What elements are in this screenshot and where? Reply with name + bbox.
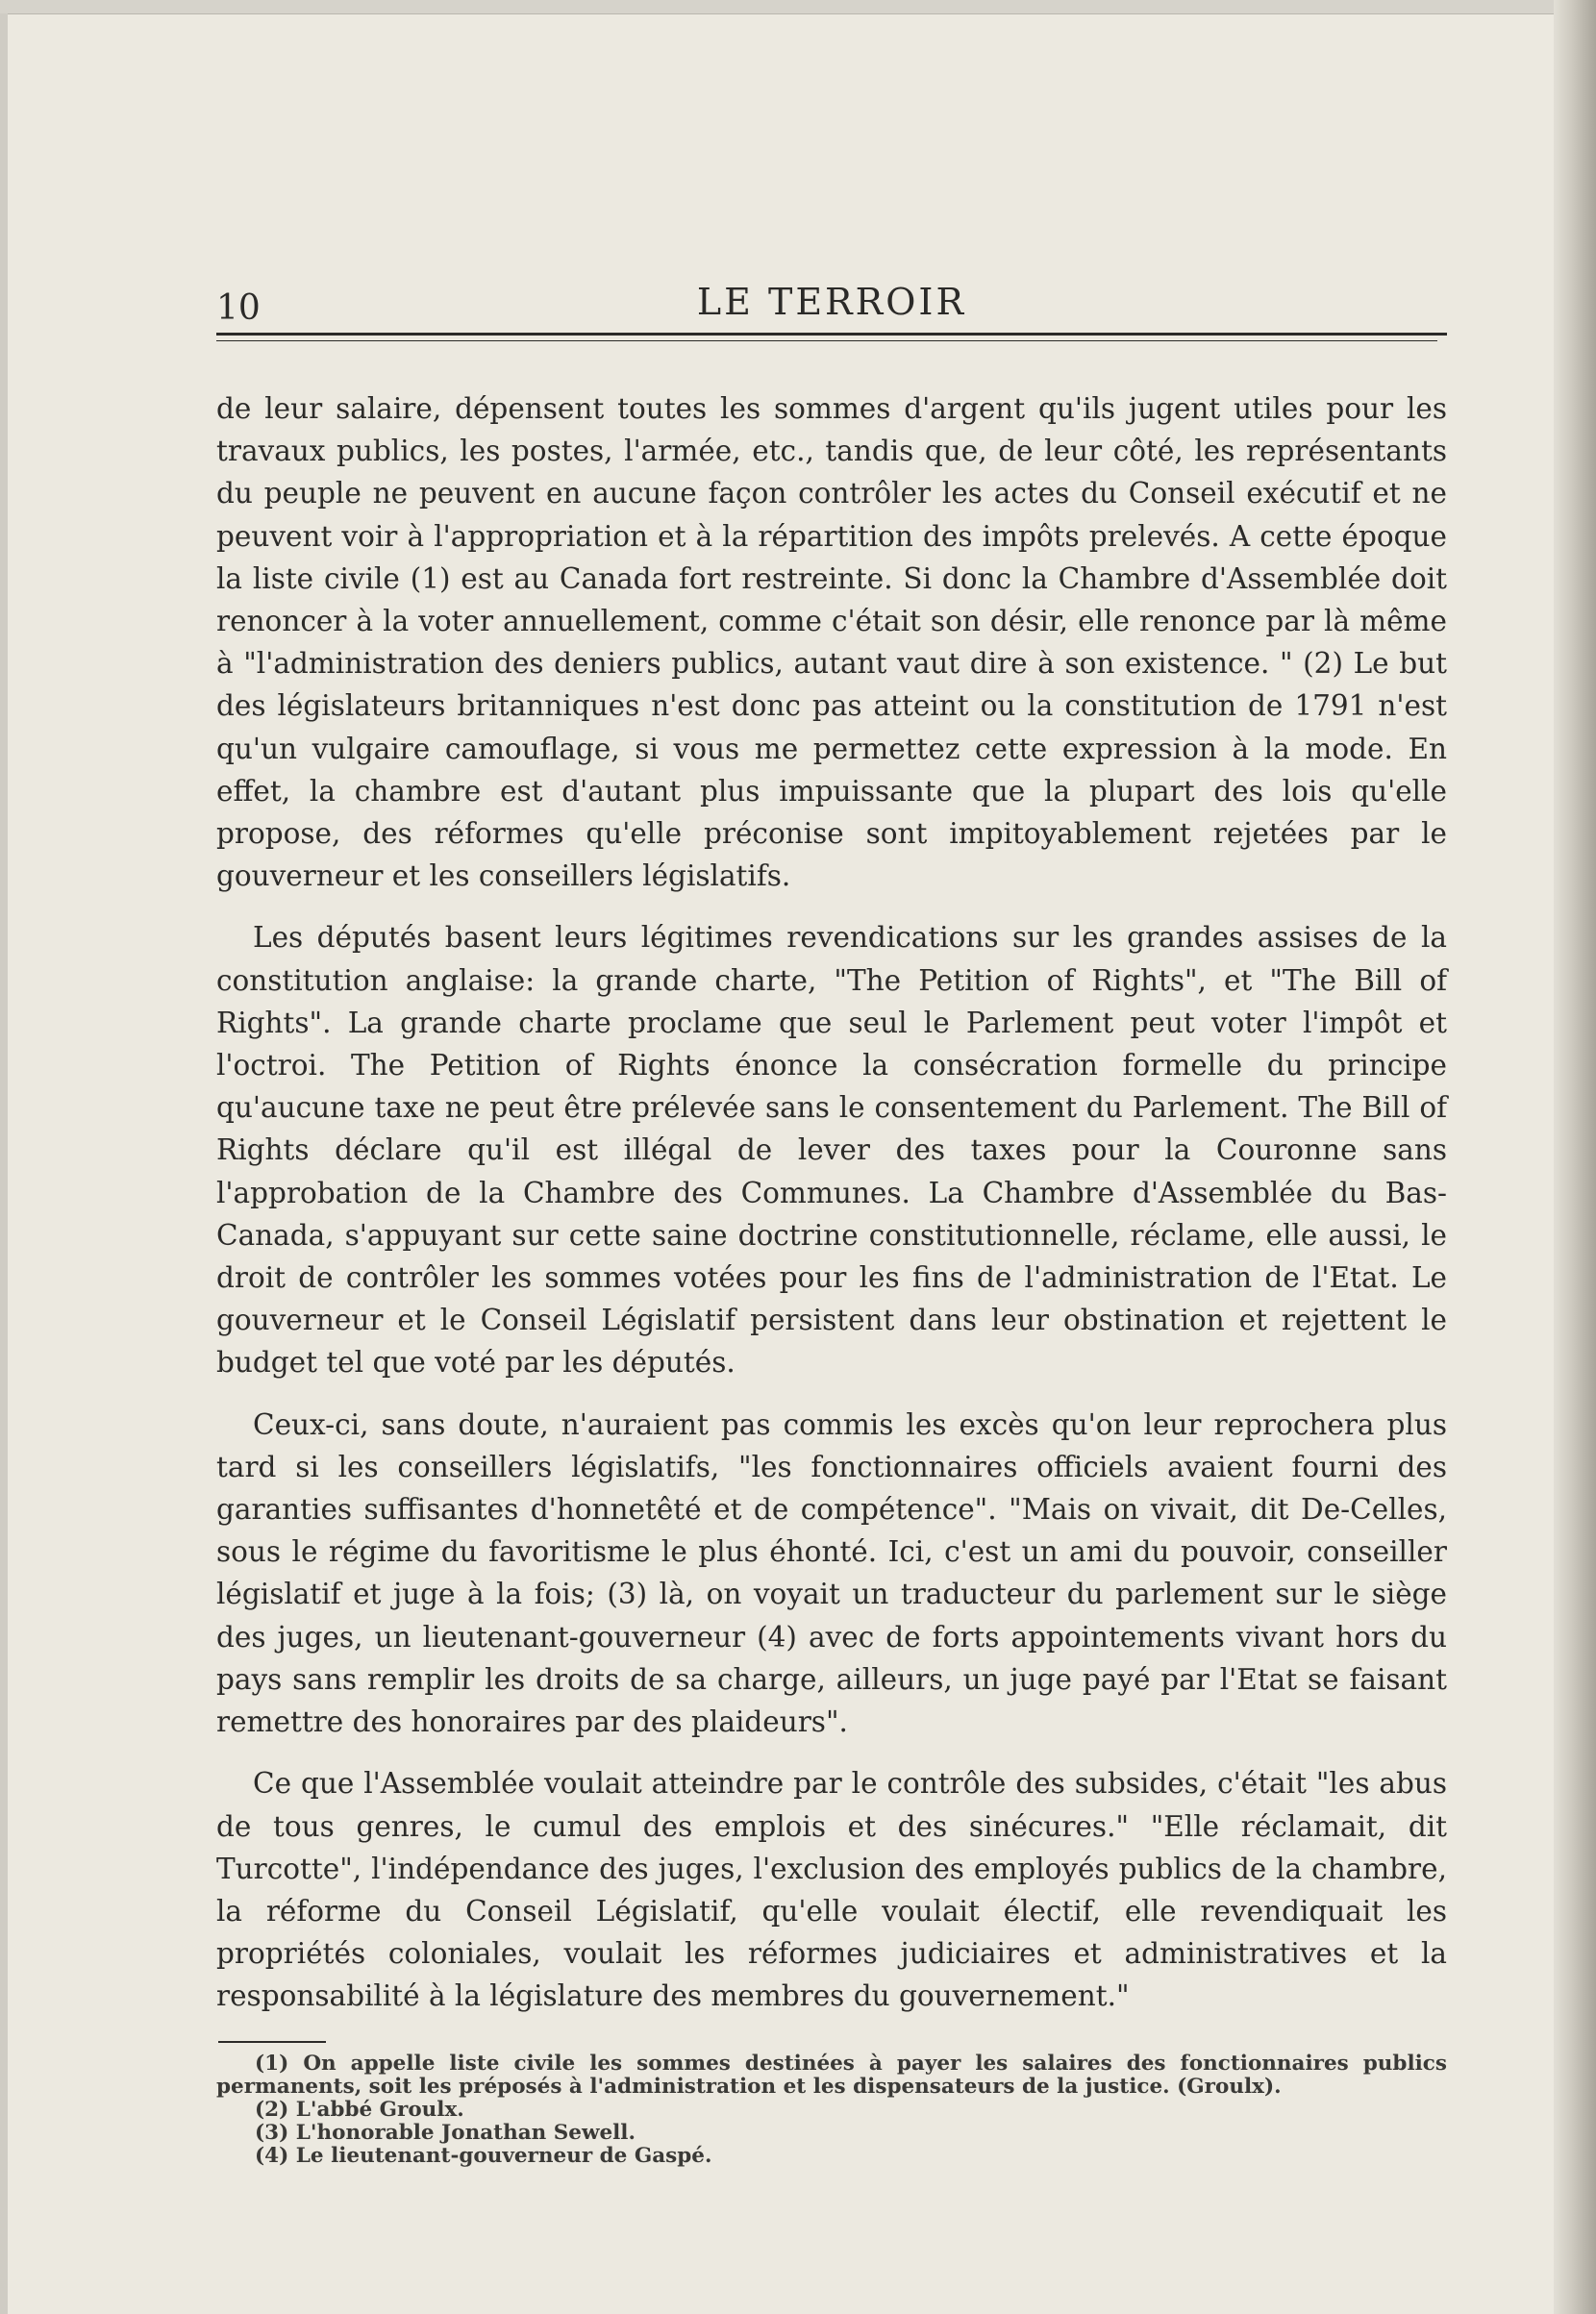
- running-head: [216, 279, 1447, 331]
- paragraph-1: de leur salaire, dépensent toutes les sommes d'argent qu'ils jugent utiles pour les travaux publics, les postes, l'armée, etc., tandis que, de leur côté, les représentants du peuple ne peuvent en aucune façon contrôler les actes du Conseil exécutif et ne peuvent voir à l'appropriation et à la répartition des impôts prelevés. A cette époque la liste civile (1) est au Canada fort restreinte. Si donc la Chambre d'Assemblée doit renoncer à la voter annuellement, comme c'était son désir, elle renonce par là même à "l'administration des deniers publics, autant vaut dire à son existence. " (2) Le but des législateurs britanniques n'est donc pas atteint ou la constitution de 1791 n'est qu'un vulgaire camouflage, si vous me permettez cette expression à la mode. En effet, la chambre est d'autant plus impuissante que la plupart des lois qu'elle propose, des réformes qu'elle préconise sont impitoyablement rejetées par le gouverneur et les conseillers législatifs.: [216, 392, 1447, 893]
- paragraph-4: Ce que l'Assemblée voulait atteindre par le contrôle des subsides, c'était "les abus de tous genres, le cumul des emplois et des sinécures." "Elle réclamait, dit Turcotte", l'indépendance des juges, l'exclusion des employés publics de la chambre, la réforme du Conseil Législatif, qu'elle voulait électif, elle revendiquait les propriétés coloniales, voulait les réformes judiciaires et administratives et la responsabilité à la législature des membres du gouvernement.": [216, 1767, 1447, 2013]
- header-rule-thick: [216, 333, 1447, 336]
- scan-right-edge: [1554, 0, 1596, 2314]
- page: [216, 279, 1447, 2168]
- scan-left-edge: [0, 13, 8, 2314]
- footnote-3: (3) L'honorable Jonathan Sewell.: [255, 2120, 636, 2145]
- running-title: LE TERROIR: [696, 281, 967, 323]
- footnote-2: (2) L'abbé Groulx.: [255, 2097, 464, 2122]
- footnotes: [216, 2053, 1447, 2168]
- body-text: [216, 387, 1447, 2018]
- scan-top-edge: [0, 0, 1596, 14]
- page-number: 10: [216, 288, 261, 328]
- paragraph-3: Ceux-ci, sans doute, n'auraient pas commis les excès qu'on leur reprochera plus tard si les conseillers législatifs, "les fonctionnaires officiels avaient fourni des garanties suffisantes d'honnetêté et de compétence". "Mais on vivait, dit De-Celles, sous le régime du favoritisme le plus éhonté. Ici, c'est un ami du pouvoir, conseiller législatif et juge à la fois; (3) là, on voyait un traducteur du parlement sur le siège des juges, un lieutenant-gouverneur (4) avec de forts appointements vivant hors du pays sans remplir les droits de sa charge, ailleurs, un juge payé par l'Etat se faisant remettre des honoraires par des plaideurs".: [216, 1407, 1447, 1739]
- header-rule-thin: [216, 340, 1437, 341]
- footnote-1: (1) On appelle liste civile les sommes destinées à payer les salaires des fonctionnaires publics permanents, soit les préposés à l'administration et les dispensateurs de la justice. (Groulx).: [216, 2051, 1447, 2099]
- paragraph-2: Les députés basent leurs légitimes revendications sur les grandes assises de la constitution anglaise: la grande charte, "The Petition of Rights", et "The Bill of Rights". La grande charte proclame que seul le Parlement peut voter l'impôt et l'octroi. The Petition of Rights énonce la consécration formelle du principe qu'aucune taxe ne peut être prélevée sans le consentement du Parlement. The Bill of Rights déclare qu'il est illégal de lever des taxes pour la Couronne sans l'approbation de la Chambre des Communes. La Chambre d'Assemblée du Bas-Canada, s'appuyant sur cette saine doctrine constitutionnelle, réclame, elle aussi, le droit de contrôler les sommes votées pour les fins de l'administration de l'Etat. Le gouverneur et le Conseil Législatif persistent dans leur obstination et rejettent le budget tel que voté par les députés.: [216, 921, 1447, 1380]
- footnote-rule: [218, 2041, 326, 2043]
- footnote-4: (4) Le lieutenant-gouverneur de Gaspé.: [255, 2143, 712, 2168]
